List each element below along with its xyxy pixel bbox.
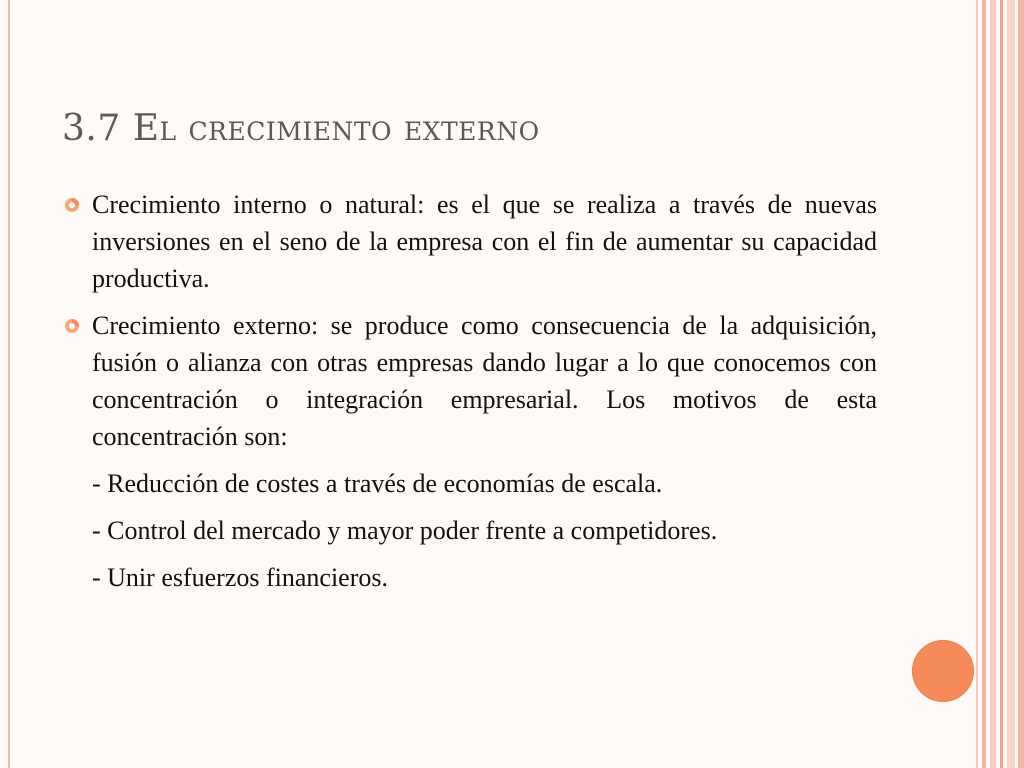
slide-content [62, 186, 877, 596]
stripe [1018, 0, 1024, 768]
orange-circle-icon [912, 640, 974, 702]
bullet-item [62, 307, 877, 455]
sub-item: - Reducción de costes a través de economías de escala. [92, 469, 663, 498]
title-prefix: 3.7 E [62, 108, 160, 149]
left-border-line [8, 0, 10, 768]
title-rest: l crecimiento externo [159, 108, 540, 149]
stripe [990, 0, 996, 768]
slide-title [62, 108, 540, 149]
bullet-text: Crecimiento interno o natural: es el que se realiza a través de nuevas inversiones en el seno de la empresa con el fin de aumentar su capacidad productiva. [92, 190, 877, 293]
bullet-item [62, 186, 877, 297]
sub-item: - Unir esfuerzos financieros. [92, 563, 388, 592]
stripe [976, 0, 978, 768]
right-decorative-stripes [976, 0, 1024, 768]
circle-bullet-icon [64, 197, 80, 213]
stripe [982, 0, 986, 768]
stripe [1007, 0, 1015, 768]
stripe [1000, 0, 1003, 768]
circle-bullet-icon [64, 318, 80, 334]
sub-item: - Control del mercado y mayor poder frente a competidores. [92, 516, 718, 545]
bullet-text: Crecimiento externo: se produce como consecuencia de la adquisición, fusión o alianza con otras empresas dando lugar a lo que conocemos con concentración o integración empresarial. Los motivos de esta concentración son: [92, 311, 877, 451]
